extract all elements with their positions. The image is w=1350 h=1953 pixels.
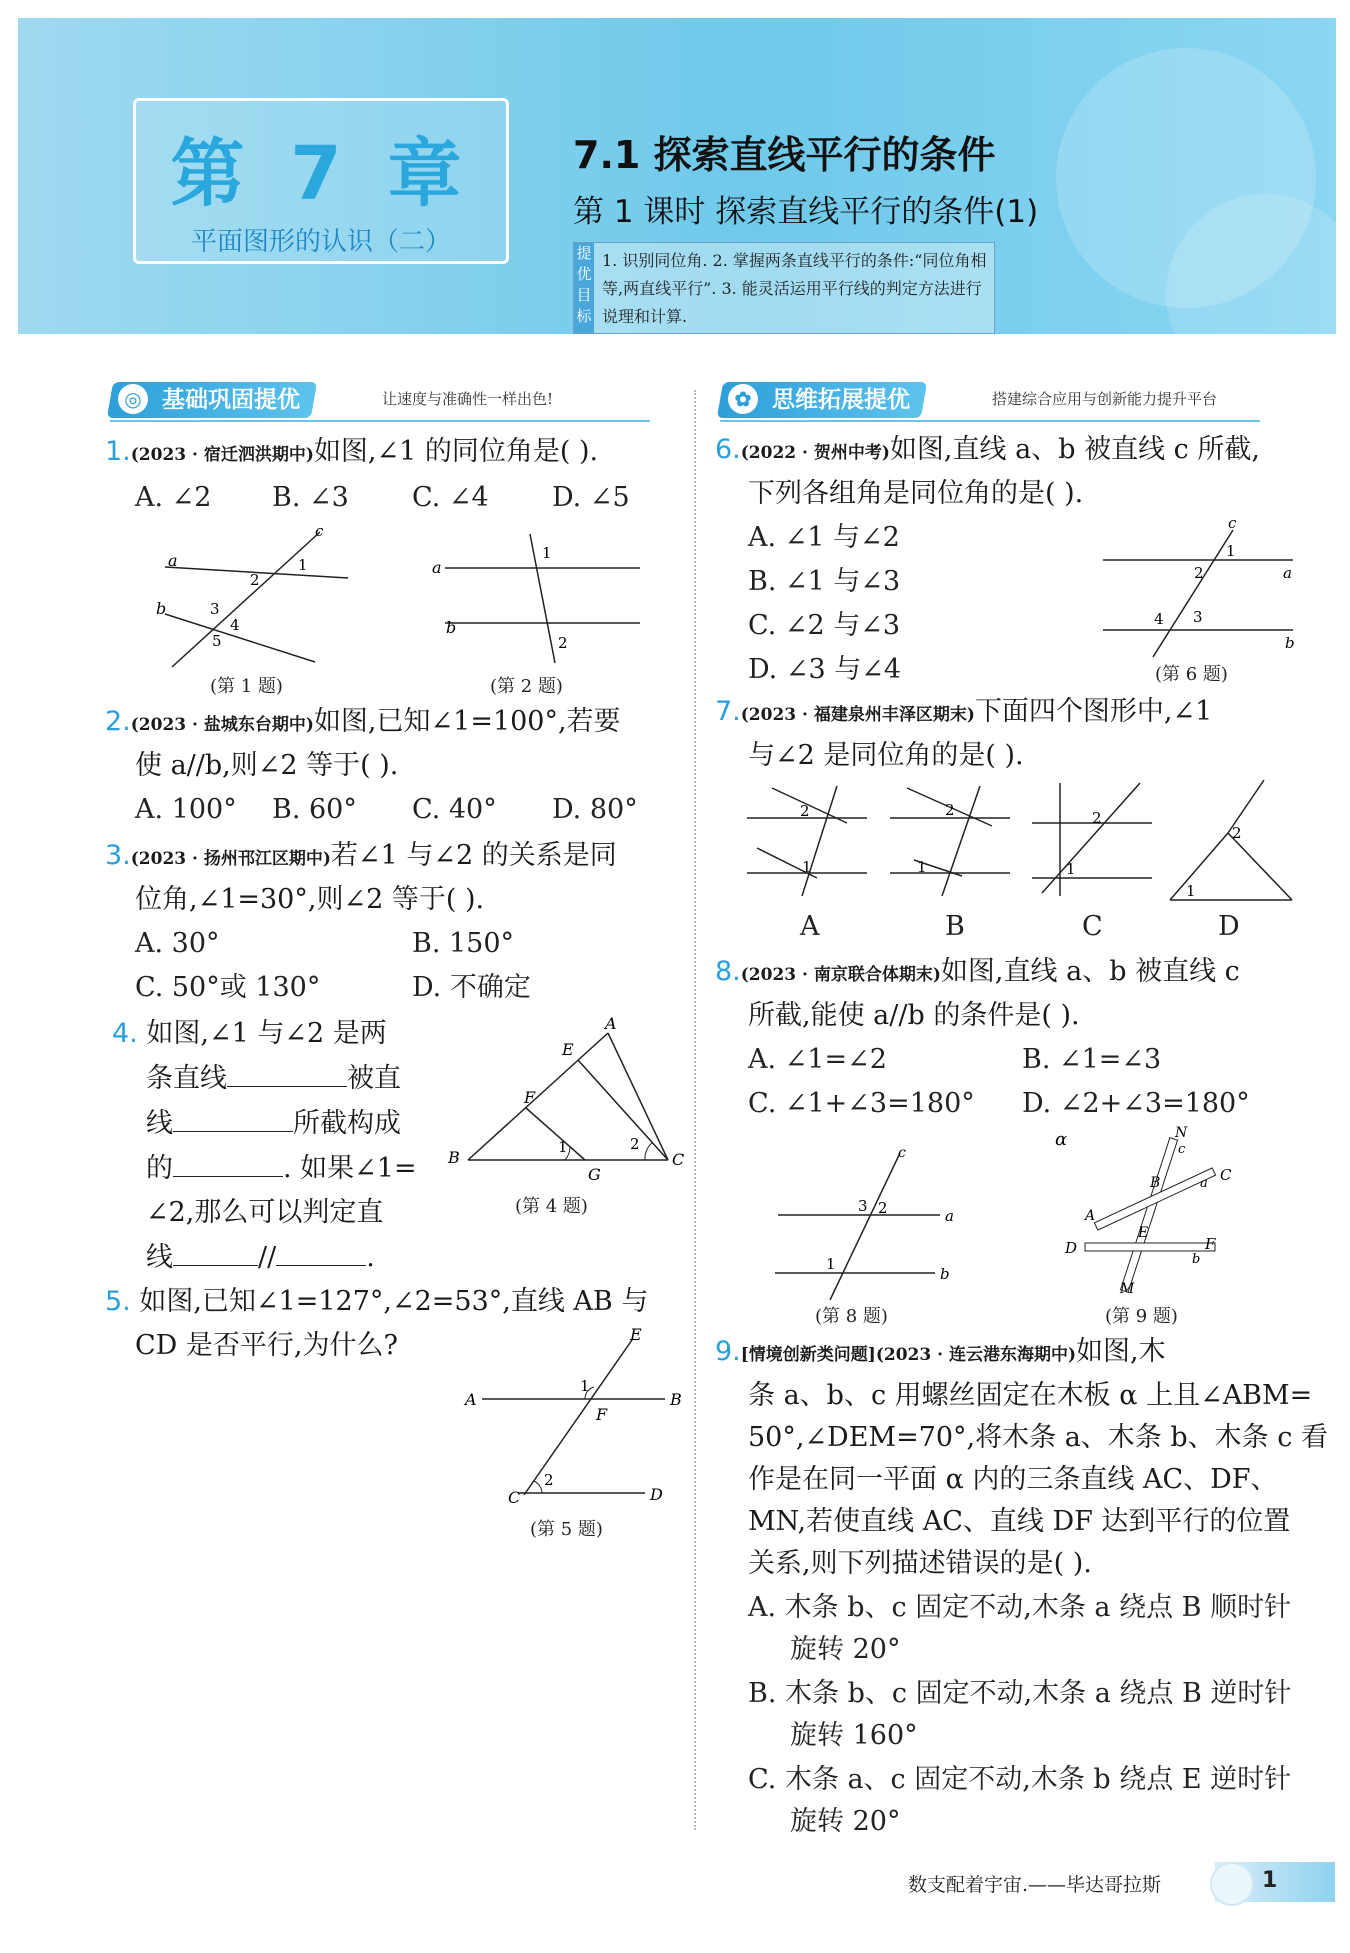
question-text: 如图,直线 a、b 被直线 c: [940, 956, 1240, 987]
svg-text:1: 1: [558, 1138, 568, 1156]
figure-caption: (第 8 题): [815, 1306, 888, 1327]
option-a: A. 30°: [135, 928, 220, 959]
option-c: C. ∠2 与∠3: [748, 610, 901, 641]
figure-q9: [1050, 1125, 1250, 1305]
question-text-line: 使 a//b,则∠2 等于( ).: [135, 750, 399, 781]
question-1: [105, 430, 695, 477]
question-number: 7.: [715, 696, 741, 727]
figure-q5: [460, 1325, 690, 1510]
goal-text: 1. 识别同位角. 2. 掌握两条直线平行的条件:“同位角相等,两直线平行”. 3. 能灵活运用平行线的判定方法进行说理和计算.: [602, 251, 987, 326]
question-number: 9.: [715, 1336, 741, 1367]
svg-text:3: 3: [858, 1197, 868, 1215]
question-text: 若∠1 与∠2 的关系是同: [330, 840, 617, 871]
option-c: C. ∠4: [412, 482, 489, 513]
question-number: 6.: [715, 434, 741, 465]
option-a: A. 100°: [135, 794, 237, 825]
question-source: (2023 · 南京联合体期末): [740, 965, 941, 985]
question-number: 1.: [105, 436, 131, 467]
option-c-cont: 旋转 20°: [790, 1806, 901, 1837]
option-c: C. 50°或 130°: [135, 972, 321, 1003]
svg-text:1: 1: [298, 556, 308, 574]
target-icon: ◎: [118, 384, 148, 414]
answer-blank[interactable]: [227, 1056, 347, 1087]
question-text: 的: [146, 1153, 173, 1184]
svg-text:1: 1: [580, 1377, 590, 1395]
question-text-line: 位角,∠1=30°,则∠2 等于( ).: [135, 884, 485, 915]
option-c: C. ∠1+∠3=180°: [748, 1088, 975, 1119]
answer-blank[interactable]: [173, 1101, 293, 1132]
footer-quote: 数支配着宇宙.——毕达哥拉斯: [908, 1874, 1162, 1896]
svg-text:α: α: [1055, 1129, 1068, 1150]
svg-text:C: C: [672, 1150, 685, 1169]
option-d: D. ∠5: [552, 482, 630, 513]
option-b: B. ∠1 与∠3: [748, 566, 901, 597]
option-a-cont: 旋转 20°: [790, 1634, 901, 1665]
question-text: 线: [146, 1242, 173, 1273]
svg-text:2: 2: [800, 802, 810, 820]
svg-text:E: E: [1138, 1225, 1149, 1241]
svg-text:B: B: [1150, 1175, 1161, 1191]
figure-caption: (第 2 题): [490, 676, 563, 697]
svg-text:1: 1: [917, 858, 927, 876]
svg-text:b: b: [940, 1265, 950, 1283]
option-a: A. ∠1=∠2: [748, 1044, 887, 1075]
svg-text:b: b: [1285, 634, 1295, 652]
question-text: .: [366, 1242, 375, 1273]
svg-text:1: 1: [1226, 542, 1236, 560]
svg-text:1: 1: [826, 1255, 836, 1273]
question-source: (2023 · 扬州邗江区期中): [130, 849, 331, 869]
question-text: 如图,已知∠1=127°,∠2=53°,直线 AB 与: [139, 1286, 649, 1317]
question-text-line: 与∠2 是同位角的是( ).: [748, 740, 1024, 771]
svg-text:B: B: [670, 1390, 682, 1409]
divider: [720, 420, 1260, 422]
svg-text:a: a: [168, 551, 178, 570]
svg-text:c: c: [898, 1145, 906, 1161]
question-text: 如图,∠1 的同位角是( ).: [313, 436, 599, 467]
question-8: [715, 950, 1315, 997]
svg-text:2: 2: [544, 1471, 554, 1489]
question-text: 如图,直线 a、b 被直线 c 所截,: [889, 434, 1260, 465]
svg-text:a: a: [1283, 564, 1292, 582]
section-badge-label: 思维拓展提优: [772, 387, 910, 413]
svg-text:D: D: [1065, 1239, 1078, 1257]
page-decor-icon: [1210, 1862, 1254, 1906]
option-b-cont: 旋转 160°: [790, 1720, 918, 1751]
question-text-line: 条 a、b、c 用螺丝固定在木板 α 上且∠ABM=: [748, 1380, 1313, 1411]
question-source: (2023 · 福建泉州丰泽区期末): [740, 705, 975, 725]
question-text: 下面四个图形中,∠1: [974, 696, 1213, 727]
svg-text:E: E: [562, 1040, 574, 1059]
svg-text:A: A: [605, 1015, 617, 1033]
chapter-header: [18, 18, 1336, 334]
option-d: D. ∠3 与∠4: [748, 654, 902, 685]
question-number: 3.: [105, 840, 131, 871]
question-9: [715, 1330, 1315, 1377]
extension-section-head: [720, 382, 1260, 418]
svg-text:2: 2: [1232, 824, 1242, 842]
svg-text:F: F: [524, 1088, 536, 1107]
option-a: A. 木条 b、c 固定不动,木条 a 绕点 B 顺时针: [748, 1592, 1292, 1623]
question-3: [105, 834, 695, 881]
svg-text:C: C: [1220, 1166, 1232, 1184]
figure-label: D: [1218, 911, 1240, 942]
svg-text:2: 2: [878, 1199, 888, 1217]
flower-icon: ✿: [728, 384, 758, 414]
svg-text:2: 2: [250, 571, 260, 589]
figure-q6: [1098, 512, 1298, 662]
option-b: B. 木条 b、c 固定不动,木条 a 绕点 B 逆时针: [748, 1678, 1292, 1709]
svg-text:a: a: [945, 1207, 954, 1225]
option-c: C. 40°: [412, 794, 497, 825]
svg-text:a: a: [1200, 1176, 1208, 1191]
question-text-line: 所截,能使 a//b 的条件是( ).: [748, 1000, 1080, 1031]
decor-circle: [1166, 194, 1350, 394]
question-source: (2023 · 宿迁泗洪期中): [130, 445, 314, 465]
question-2: [105, 700, 695, 747]
svg-text:2: 2: [1194, 564, 1204, 582]
question-text: 所截构成: [293, 1108, 401, 1139]
question-text: 如图,已知∠1=100°,若要: [313, 706, 621, 737]
question-text-line: MN,若使直线 AC、直线 DF 达到平行的位置: [748, 1506, 1291, 1537]
section-title: 7.1 探索直线平行的条件: [573, 133, 996, 177]
figure-label: A: [800, 911, 820, 942]
figure-caption: (第 4 题): [515, 1196, 588, 1217]
question-5: [105, 1280, 695, 1324]
question-text-line: 下列各组角是同位角的是( ).: [748, 478, 1084, 509]
figure-q8: [770, 1145, 970, 1305]
svg-text:A: A: [465, 1390, 477, 1409]
svg-text:N: N: [1175, 1125, 1188, 1141]
svg-text:3: 3: [210, 600, 220, 618]
question-text: 如图,木: [1076, 1336, 1166, 1367]
question-4: [112, 1012, 432, 1280]
svg-text:M: M: [1120, 1281, 1135, 1297]
question-text: 如图,∠1 与∠2 是两: [146, 1018, 387, 1049]
svg-text:G: G: [588, 1165, 601, 1184]
figure-q7: [742, 778, 1302, 908]
figure-q1: [150, 522, 360, 672]
svg-text:2: 2: [945, 801, 955, 819]
question-6: [715, 428, 1315, 475]
svg-text:2: 2: [558, 634, 568, 652]
question-text: 条直线: [146, 1063, 227, 1094]
page-number: 1: [1262, 1868, 1278, 1893]
option-d: D. 80°: [552, 794, 638, 825]
option-b: B. 150°: [412, 928, 515, 959]
svg-text:b: b: [446, 618, 457, 637]
question-text-line: 作是在同一平面 α 内的三条直线 AC、DF、: [748, 1464, 1278, 1495]
svg-text:2: 2: [1092, 809, 1102, 827]
question-text-line: CD 是否平行,为什么?: [135, 1330, 398, 1361]
svg-text:4: 4: [230, 616, 240, 634]
svg-text:A: A: [1085, 1208, 1096, 1224]
section-slogan: 让速度与准确性一样出色!: [382, 390, 554, 408]
svg-text:B: B: [448, 1148, 460, 1167]
svg-text:1: 1: [1066, 860, 1076, 878]
option-d: D. 不确定: [412, 972, 531, 1003]
chapter-box: [133, 98, 509, 264]
figure-caption: (第 1 题): [210, 676, 283, 697]
svg-text:c: c: [1228, 514, 1237, 532]
figure-q2: [430, 528, 650, 668]
figure-q4: [440, 1015, 690, 1185]
svg-text:5: 5: [212, 632, 222, 650]
figure-label: C: [1082, 911, 1103, 942]
section-badge-label: 基础巩固提优: [162, 387, 300, 413]
svg-text:F: F: [596, 1405, 608, 1424]
svg-text:C: C: [508, 1488, 521, 1507]
chapter-subtitle: 平面图形的认识（二）: [190, 227, 451, 257]
svg-text:1: 1: [1186, 882, 1196, 900]
figure-label: B: [945, 911, 965, 942]
question-text-line: 关系,则下列描述错误的是( ).: [748, 1548, 1092, 1579]
svg-text:b: b: [1192, 1252, 1201, 1267]
svg-text:c: c: [1178, 1142, 1186, 1157]
option-b: B. ∠3: [272, 482, 349, 513]
question-text: 线: [146, 1108, 173, 1139]
question-source: [情境创新类问题](2023 · 连云港东海期中): [740, 1345, 1077, 1365]
goal-tag: 提优目标: [574, 243, 594, 333]
option-a: A. ∠1 与∠2: [748, 522, 900, 553]
svg-text:1: 1: [802, 858, 812, 876]
answer-blank[interactable]: [173, 1235, 258, 1266]
question-text: //: [258, 1242, 277, 1273]
question-number: 5.: [105, 1286, 131, 1317]
svg-text:D: D: [650, 1485, 663, 1504]
question-number: 2.: [105, 706, 131, 737]
question-source: (2023 · 盐城东台期中): [130, 715, 314, 735]
question-text-line: 50°,∠DEM=70°,将木条 a、木条 b、木条 c 看: [748, 1422, 1328, 1453]
svg-text:3: 3: [1193, 608, 1203, 626]
chapter-title: 第 7 章: [170, 131, 472, 217]
svg-text:a: a: [432, 558, 442, 577]
question-number: 4.: [112, 1018, 138, 1049]
svg-text:4: 4: [1154, 610, 1164, 628]
question-number: 8.: [715, 956, 741, 987]
svg-text:2: 2: [630, 1135, 640, 1153]
svg-text:c: c: [315, 522, 324, 540]
figure-caption: (第 9 题): [1105, 1306, 1178, 1327]
divider: [110, 420, 650, 422]
option-a: A. ∠2: [135, 482, 212, 513]
answer-blank[interactable]: [276, 1235, 366, 1266]
option-b: B. ∠1=∠3: [1022, 1044, 1162, 1075]
question-text: 被直: [347, 1063, 401, 1094]
svg-text:1: 1: [542, 544, 552, 562]
option-b: B. 60°: [272, 794, 357, 825]
svg-text:F: F: [1205, 1235, 1216, 1253]
basic-section-head: [110, 382, 650, 418]
question-source: (2022 · 贺州中考): [740, 443, 890, 463]
answer-blank[interactable]: [173, 1146, 283, 1177]
lesson-title: 第 1 课时 探索直线平行的条件(1): [573, 194, 1039, 230]
figure-caption: (第 6 题): [1155, 664, 1228, 685]
learning-goals: [573, 242, 995, 334]
option-d: D. ∠2+∠3=180°: [1022, 1088, 1250, 1119]
column-divider: [694, 390, 696, 1830]
option-c: C. 木条 a、c 固定不动,木条 b 绕点 E 逆时针: [748, 1764, 1292, 1795]
section-slogan: 搭建综合应用与创新能力提升平台: [992, 390, 1218, 408]
question-text: ∠2,那么可以判定直: [146, 1197, 384, 1228]
question-7: [715, 690, 1315, 737]
svg-text:E: E: [630, 1325, 642, 1344]
question-text: . 如果∠1=: [283, 1153, 417, 1184]
figure-caption: (第 5 题): [530, 1519, 603, 1540]
svg-text:b: b: [156, 599, 167, 618]
